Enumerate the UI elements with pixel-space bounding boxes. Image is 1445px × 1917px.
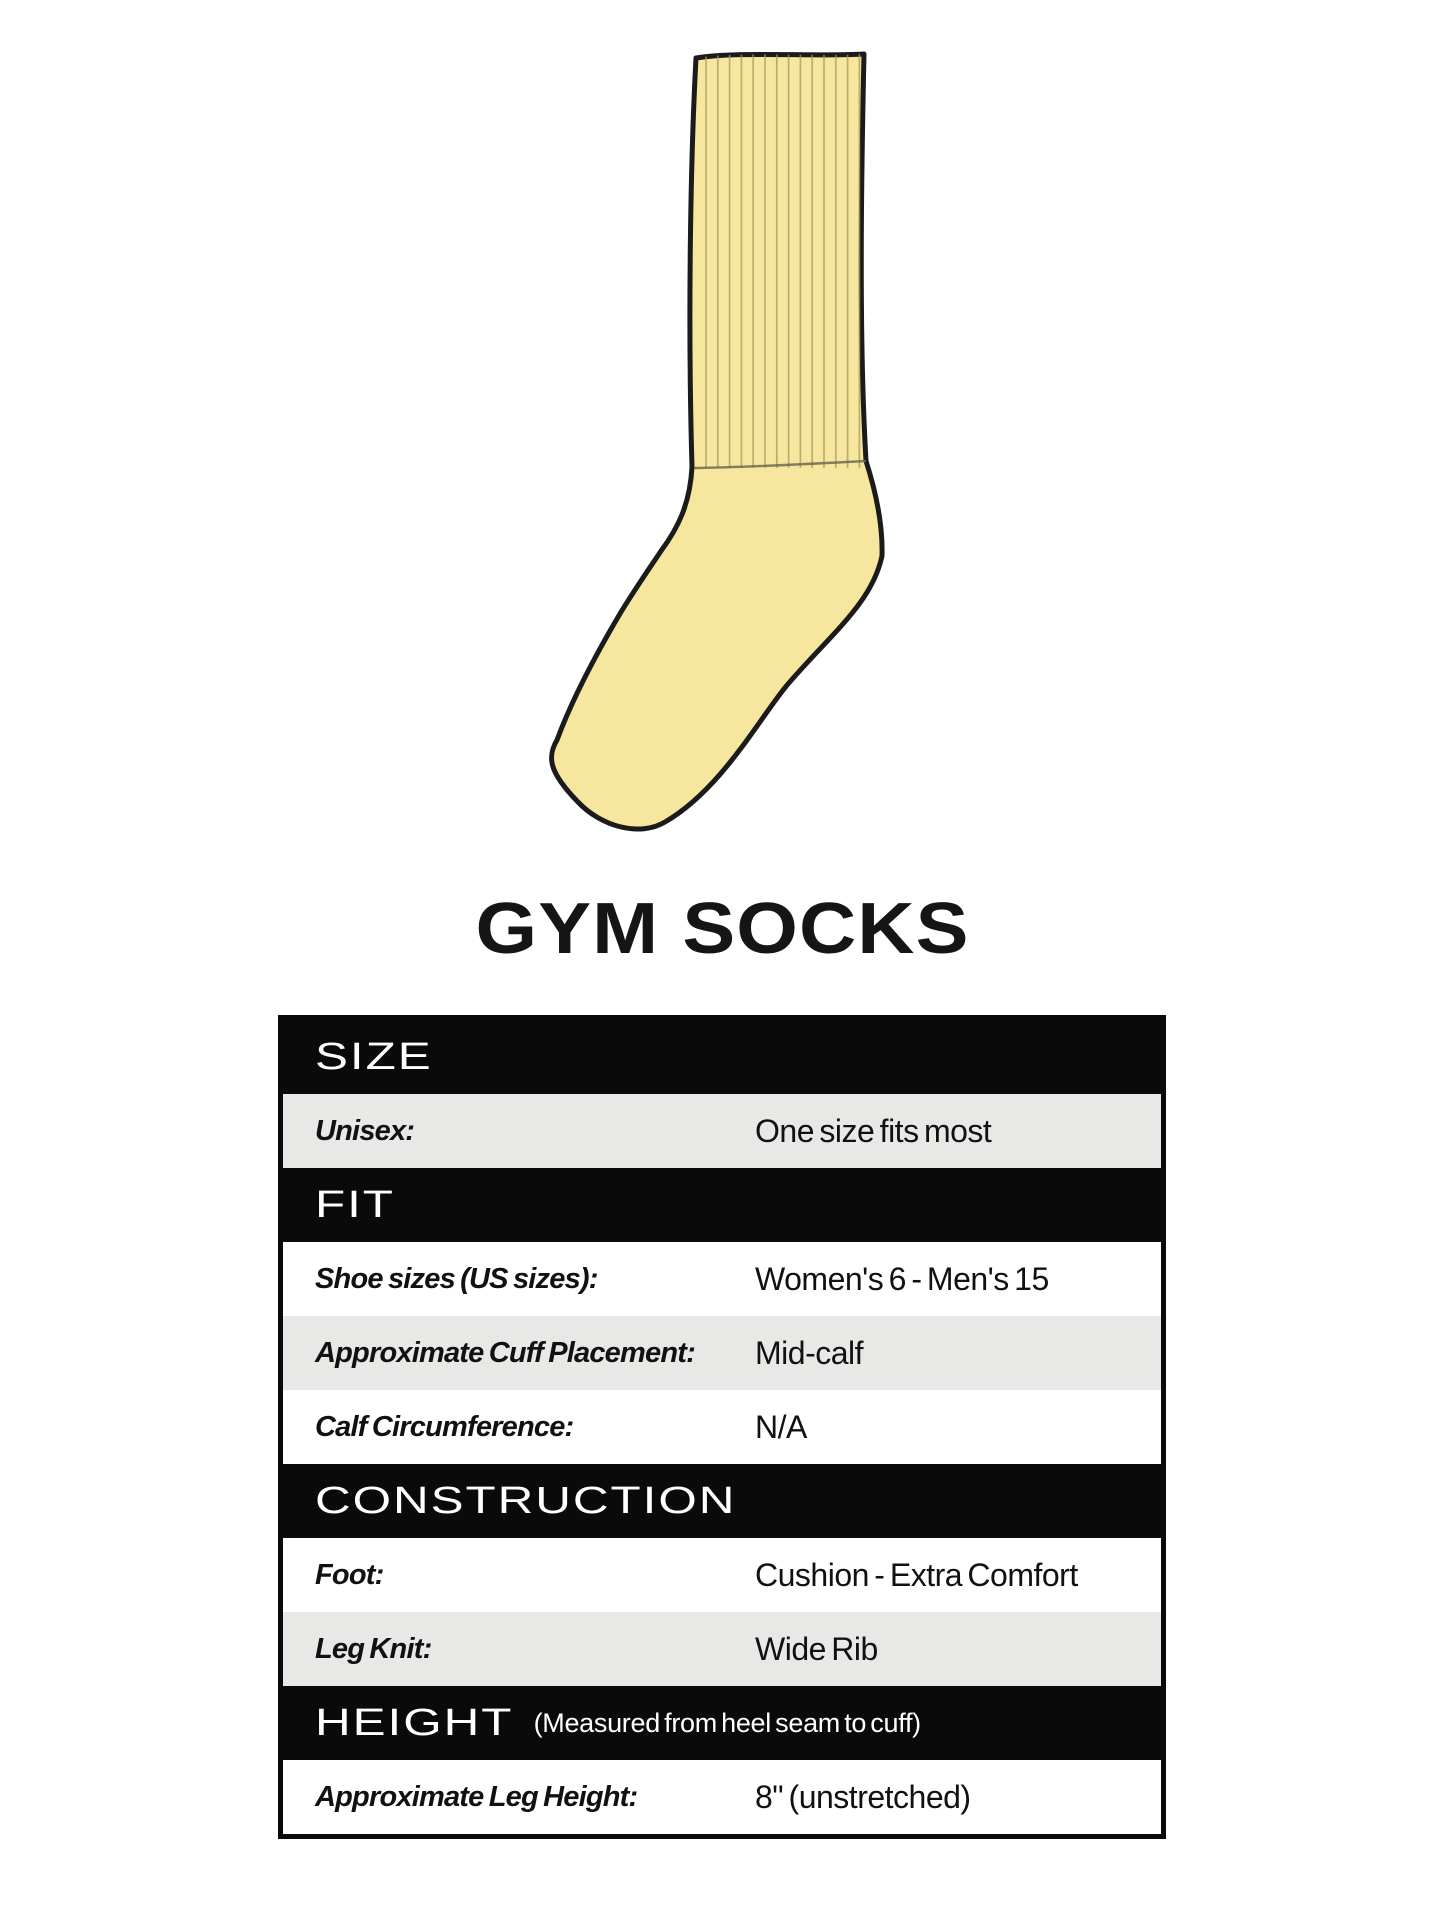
spec-row-cuff-placement xyxy=(283,1316,1161,1390)
spec-row-shoe-sizes xyxy=(283,1242,1161,1316)
spec-row-unisex xyxy=(283,1094,1161,1168)
spec-row-label: Leg Knit: xyxy=(315,1632,432,1665)
section-title: HEIGHT xyxy=(315,1701,514,1744)
spec-row-label: Foot: xyxy=(315,1558,384,1591)
spec-row-calf-circumference xyxy=(283,1390,1161,1464)
spec-row-label: Approximate Cuff Placement: xyxy=(315,1336,695,1369)
spec-row-value: Mid-calf xyxy=(755,1334,864,1371)
spec-row-label: Shoe sizes (US sizes): xyxy=(315,1262,598,1295)
spec-row-value: N/A xyxy=(755,1408,807,1445)
section-header-fit xyxy=(283,1168,1161,1242)
spec-row-value: Cushion - Extra Comfort xyxy=(755,1556,1078,1593)
spec-row-value: One size fits most xyxy=(755,1112,992,1149)
section-title: FIT xyxy=(315,1183,395,1226)
spec-row-leg-knit xyxy=(283,1612,1161,1686)
spec-row-label: Unisex: xyxy=(315,1114,415,1147)
section-note: (Measured from heel seam to cuff) xyxy=(533,1707,921,1738)
section-header-size xyxy=(283,1020,1161,1094)
section-title: CONSTRUCTION xyxy=(315,1479,737,1522)
product-title xyxy=(0,889,1445,969)
spec-row-foot xyxy=(283,1538,1161,1612)
section-title: SIZE xyxy=(315,1035,433,1078)
spec-row-value: Women's 6 - Men's 15 xyxy=(755,1260,1049,1297)
spec-row-leg-height xyxy=(283,1760,1161,1834)
spec-row-label: Calf Circumference: xyxy=(315,1410,574,1443)
spec-row-label: Approximate Leg Height: xyxy=(315,1780,638,1813)
spec-row-value: Wide Rib xyxy=(755,1630,878,1667)
section-header-height xyxy=(283,1686,1161,1760)
product-title-text: GYM SOCKS xyxy=(475,889,970,969)
section-header-construction xyxy=(283,1464,1161,1538)
sock-body-outline xyxy=(552,54,883,829)
spec-table xyxy=(278,1015,1166,1839)
spec-row-value: 8" (unstretched) xyxy=(755,1778,971,1815)
